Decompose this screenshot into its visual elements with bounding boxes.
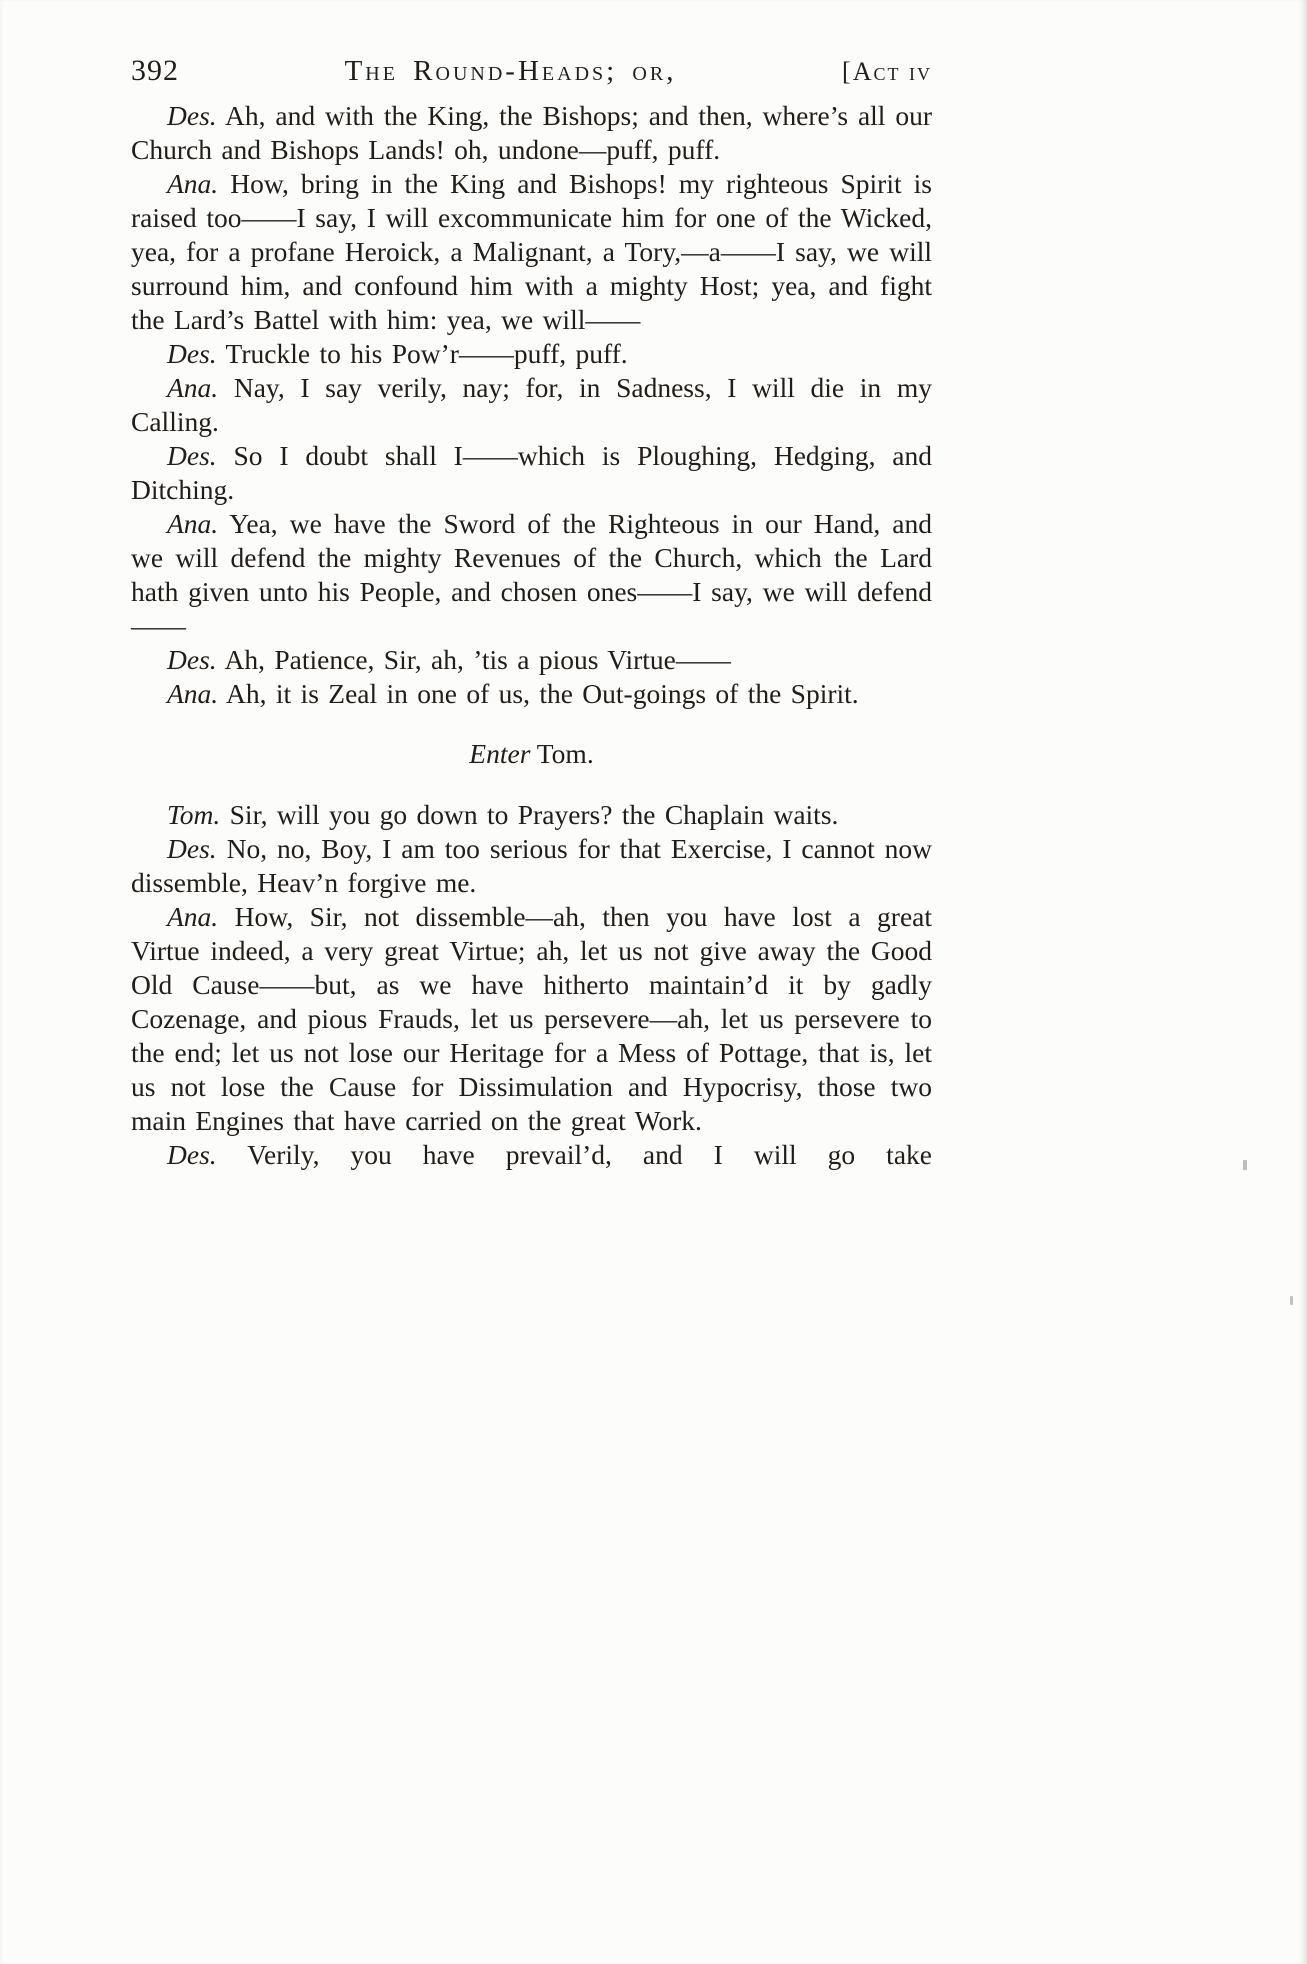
dialogue-text: Truckle to his Pow’r——puff, puff.: [225, 338, 628, 369]
dialogue-text: So I doubt shall I——which is Ploughing, Hedging, and Ditching.: [131, 440, 933, 505]
dialogue-paragraph: [131, 832, 932, 900]
stage-direction-verb: Enter: [469, 738, 531, 769]
running-title: The Round-Heads; or,: [344, 55, 677, 87]
dialogue-paragraph: [131, 99, 932, 167]
dialogue-text: How, bring in the King and Bishops! my righteous Spirit is raised too——I say, I will excommunicate him for one of the Wicked, yea, for a profane Heroick, a Malignant, a Tory,—a——I say, we will surround him, and confound him with a mighty Host; yea, and fight the Lard’s Battel with him: yea, we will——: [131, 168, 933, 335]
scan-artifact: [1243, 1160, 1247, 1170]
dialogue-paragraph: [131, 677, 932, 711]
dialogue-paragraph: [131, 337, 932, 371]
dialogue-text: Sir, will you go down to Prayers? the Chaplain waits.: [229, 799, 839, 830]
speaker-name: Des.: [167, 440, 217, 471]
speaker-name: Ana.: [167, 901, 219, 932]
speaker-name: Des.: [167, 338, 217, 369]
speaker-name: Ana.: [167, 372, 219, 403]
speaker-name: Des.: [167, 644, 217, 675]
speaker-name: Des.: [167, 100, 217, 131]
dialogue-text: How, Sir, not dissemble—ah, then you have lost a great Virtue indeed, a very great Virtue; ah, let us not give away the Good Old Cause——but, as we have hitherto maintain’d it by gadly Cozenage, and pious Frauds, let us persevere—ah, let us persevere to the end; let us not lose our Heritage for a Mess of Pottage, that is, let us not lose the Cause for Dissimulation and Hypocrisy, those two main Engines that have carried on the great Work.: [131, 901, 932, 1136]
dialogue-paragraph: [131, 1138, 932, 1172]
dialogue-text: Ah, and with the King, the Bishops; and then, where’s all our Church and Bishops Lands! oh, undone—puff, puff.: [131, 100, 932, 165]
dialogue-paragraph: [131, 900, 932, 1138]
dialogue-text: Nay, I say verily, nay; for, in Sadness, I will die in my Calling.: [131, 372, 932, 437]
speaker-name: Ana.: [167, 168, 219, 199]
speaker-name: Tom.: [167, 799, 221, 830]
speaker-name: Ana.: [167, 678, 219, 709]
scan-artifact: [1290, 1296, 1293, 1305]
dialogue-paragraph: [131, 798, 932, 832]
speaker-name: Ana.: [167, 508, 219, 539]
stage-direction: [131, 737, 932, 771]
page-number: 392: [131, 54, 179, 87]
page-content: [131, 54, 932, 1172]
dialogue-text: Yea, we have the Sword of the Righteous in our Hand, and we will defend the mighty Revenues of the Church, which the Lard hath given unto his People, and chosen ones——I say, we will defend——: [131, 508, 933, 641]
dialogue-text: Verily, you have prevail’d, and I will go take: [247, 1139, 932, 1170]
dialogue-paragraph: [131, 371, 932, 439]
speaker-name: Des.: [167, 1139, 217, 1170]
page-header: [131, 54, 932, 88]
dialogue-paragraph: [131, 439, 932, 507]
stage-direction-character: Tom.: [536, 738, 594, 769]
dialogue-text: Ah, Patience, Sir, ah, ’tis a pious Virtue——: [224, 644, 731, 675]
dialogue-text: Ah, it is Zeal in one of us, the Out-goings of the Spirit.: [226, 678, 859, 709]
act-indicator: [Act iv: [842, 57, 932, 86]
dialogue-paragraph: [131, 643, 932, 677]
speaker-name: Des.: [167, 833, 217, 864]
dialogue-text: No, no, Boy, I am too serious for that Exercise, I cannot now dissemble, Heav’n forgive me.: [131, 833, 932, 898]
dialogue-paragraph: [131, 167, 932, 337]
dialogue-paragraph: [131, 507, 932, 643]
